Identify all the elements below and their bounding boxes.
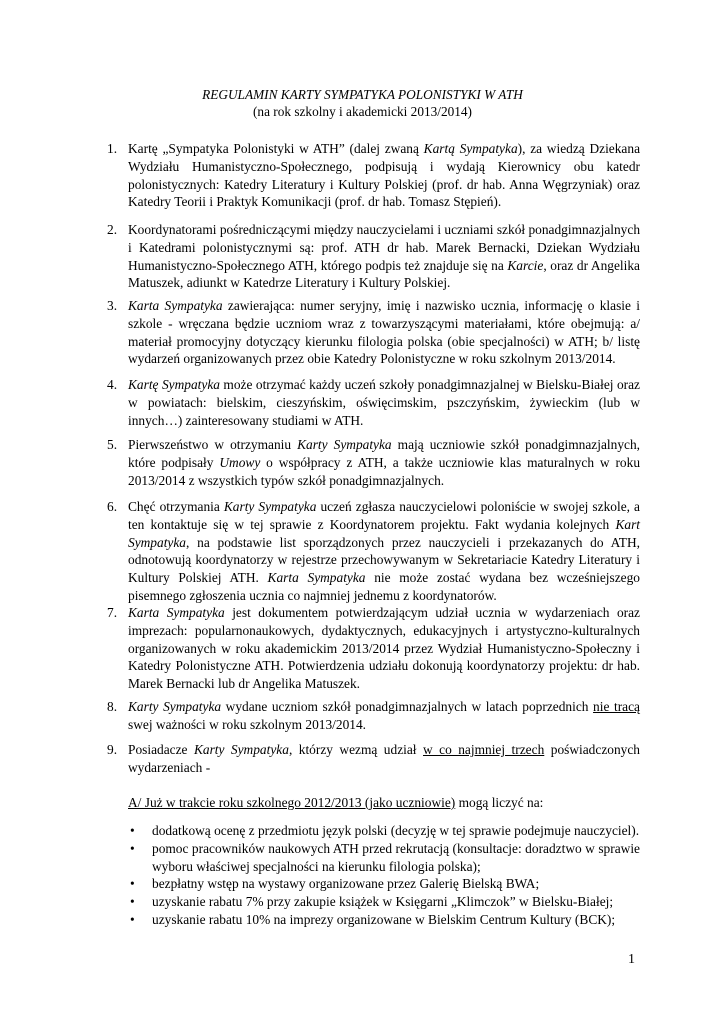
regulation-item-2 [107, 221, 641, 292]
bullet-icon: • [130, 840, 135, 856]
item-number: 1. [107, 141, 118, 156]
subsection-heading: A/ Już w trakcie roku szkolnego 2012/2013 (jako uczniowie) mogą liczyć na: [128, 795, 544, 810]
bullet-icon: • [130, 911, 135, 927]
list-item: • uzyskanie rabatu 7% przy zakupie książek w Księgarni „Klimczok” w Bielsku-Białej; [130, 894, 614, 910]
bullet-icon: • [130, 894, 135, 910]
list-item: • uzyskanie rabatu 10% na imprezy organizowane w Bielskim Centrum Kultury (BCK); [130, 911, 616, 927]
item-number: 3. [107, 298, 118, 313]
regulation-item-6 [107, 498, 640, 605]
item-number: 8. [107, 699, 118, 714]
page-number: 1 [628, 952, 635, 967]
item-text: Kartę „Sympatyka Polonistyki w ATH” (dalej zwaną Kartą Sympatyka), za wiedzą Dziekana Wydziału Humanistyczno-Społecznego, podpisują i wydają Kierownicy obu katedr polonistycznych: Katedry Literatury i Kultury Polskiej (prof. dr hab. Anna Węgrzyniak) oraz Katedry Teorii i Praktyk Komunikacji (prof. dr hab. Tomasz Stępień). [128, 141, 641, 210]
regulation-item-9 [107, 741, 640, 777]
item-text: Karta Sympatyka zawierająca: numer seryjny, imię i nazwisko ucznia, informację o klasie i szkole - wręczana będzie uczniom wraz z towarzyszącymi materiałami, które obejmują: a/ materiał promocyjny dotyczący kierunku filologia polska (obie specjalności) w ATH; b/ listę wydarzeń organizowanych przez obie Katedry Polonistyczne w roku szkolnym 2013/2014. [128, 298, 641, 367]
list-item: • bezpłatny wstęp na wystawy organizowane przez Galerię Bielską BWA; [130, 876, 540, 892]
title-line-1: REGULAMIN KARTY SYMPATYKA POLONISTYKI W ATH [202, 87, 523, 102]
bullet-icon: • [130, 876, 135, 892]
list-item: • pomoc pracowników naukowych ATH przed rekrutacją (konsultacje: doradztwo w sprawie wyboru właściwej specjalności na kierunku filologia polska); [130, 840, 640, 874]
item-number: 2. [107, 222, 118, 237]
item-text: Pierwszeństwo w otrzymaniu Karty Sympatyka mają uczniowie szkół ponadgimnazjalnych, które podpisały Umowy o współpracy z ATH, a także uczniowie klas maturalnych w roku 2013/2014 z wszystkich typów szkół ponadgimnazjalnych. [128, 437, 641, 488]
title-line-2: (na rok szkolny i akademicki 2013/2014) [253, 104, 472, 119]
document-title [0, 86, 725, 120]
regulation-item-1 [107, 140, 641, 211]
item-number: 7. [107, 605, 118, 620]
item-number: 5. [107, 437, 118, 452]
item-text: Posiadacze Karty Sympatyka, którzy wezmą udział w co najmniej trzech poświadczonych wydarzeniach - [128, 742, 640, 775]
item-number: 4. [107, 377, 118, 392]
item-number: 6. [107, 499, 118, 514]
item-text: Chęć otrzymania Karty Sympatyka uczeń zgłasza nauczycielowi poloniście w swojej szkole, a ten kontaktuje się w tej sprawie z Koordynatorem projektu. Fakt wydania kolejnych Kart Sympatyka, na podstawie list sporządzonych przez nauczycieli i przekazanych do ATH, odnotowują koordynatorzy w rejestrze przechowywanym w Sekretariacie Katedry Literatury i Kultury Polskiej ATH. Karta Sympatyka nie może zostać wydana bez wcześniejszego pisemnego zgłoszenia ucznia co najmniej jednemu z koordynatorów. [128, 499, 640, 603]
item-number: 9. [107, 742, 118, 757]
bullet-icon: • [130, 823, 135, 838]
item-text: Koordynatorami pośredniczącymi między nauczycielami i uczniami szkół ponadgimnazjalnych i Katedrami polonistycznymi są: prof. ATH dr hab. Marek Bernacki, Dziekan Wydziału Humanistyczno-Społecznego ATH, którego podpis też znajduje się na Karcie, oraz dr Angelika Matuszek, adiunkt w Katedrze Literatury i Kultury Polskiej. [128, 222, 641, 291]
regulation-item-7 [107, 604, 640, 693]
regulation-item-8 [107, 698, 640, 734]
regulation-item-5 [107, 436, 641, 489]
benefits-list [128, 822, 640, 929]
regulation-item-3 [107, 297, 641, 368]
item-text: Karta Sympatyka jest dokumentem potwierdzającym udział ucznia w wydarzeniach oraz imprezach: popularnonaukowych, dydaktycznych, edukacyjnych i artystyczno-kulturalnych organizowanych w roku akademickim 2013/2014 przez Wydział Humanistyczno-Społeczny i Katedry Polonistyczne ATH. Potwierdzenia udziału dokonują koordynatorzy projektu: dr hab. Marek Bernacki lub dr Angelika Matuszek. [128, 605, 640, 692]
item-text: Kartę Sympatyka może otrzymać każdy uczeń szkoły ponadgimnazjalnej w Bielsku-Białej oraz w powiatach: bielskim, cieszyńskim, oświęcimskim, pszczyńskim, żywieckim (lub w innych…) zainteresowany studiami w ATH. [128, 377, 640, 428]
item-text: Karty Sympatyka wydane uczniom szkół ponadgimnazjalnych w latach poprzednich nie tracą swej ważności w roku szkolnym 2013/2014. [128, 699, 640, 732]
list-item: • dodatkową ocenę z przedmiotu język polski (decyzję w tej sprawie podejmuje nauczyciel). [130, 823, 640, 838]
regulation-item-4 [107, 376, 640, 429]
